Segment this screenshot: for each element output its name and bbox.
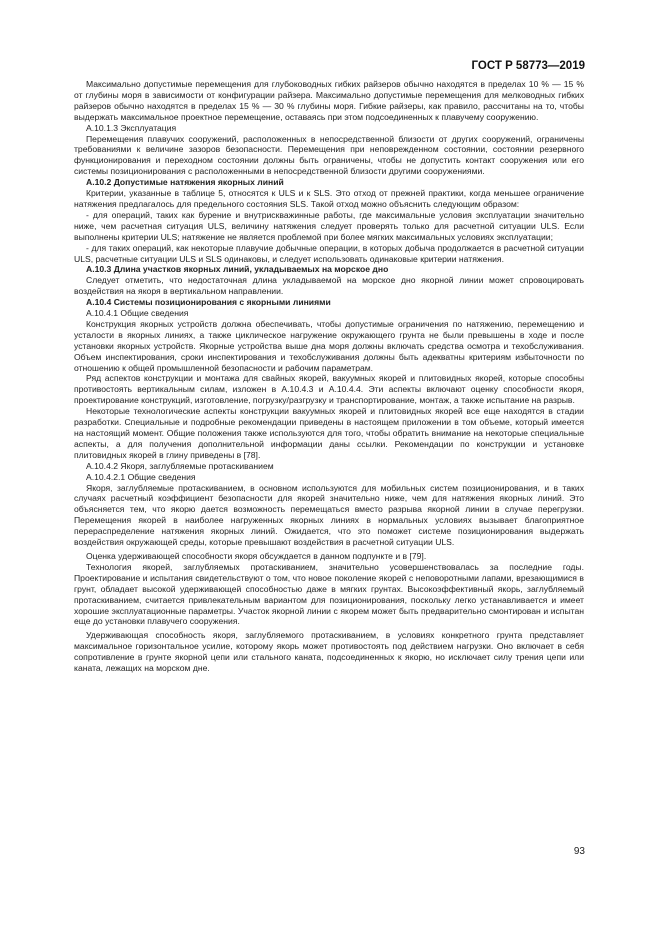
section-heading: А.10.4 Системы позиционирования с якорными линиями — [86, 297, 331, 308]
section-heading: А.10.2 Допустимые натяжения якорных линий — [86, 177, 284, 188]
body-paragraph: Якоря, заглубляемые протаскиванием, в основном используются для мобильных систем позиционирования, и в таких случаях расчетный коэффициент безопасности для якорей значительно ниже, чем для натяжения якорных линий. Это объясняется тем, что якорю дается возможность перемещаться вместо разрыва якорной линии в случае перегрузки. Перемещения якорей в наиболее нагруженных якорных линиях в нормальных условиях вызывает благоприятное перераспределение натяжения якорных линий. Ожидается, что это поможет системе позиционирования выдержать воздействия окружающей среды, которые превышают воздействия в расчетной ситуации ULS. — [74, 482, 584, 548]
document-header: ГОСТ Р 58773—2019 — [471, 60, 585, 72]
section-heading: А.10.3 Длина участков якорных линий, укладываемых на морское дно — [86, 264, 389, 275]
body-paragraph: Некоторые технологические аспекты конструкции вакуумных якорей и плитовидных якорей все еще находятся в стадии разработки. Специальные и подробные рекомендации приведены в настоящем приложении в том объеме, который имеется на настоящий момент. Общие положения также используются для того, чтобы обратить внимание на некоторые специальные аспекты, а для получения дополнительной информации даны ссылки. Рекомендации по конструкции и установке плитовидных якорей в глину приведены в [78]. — [74, 406, 584, 460]
body-paragraph: Следует отметить, что недостаточная длина укладываемой на морское дно якорной линии может спровоцировать воздействия на якоря в вертикальном направлении. — [74, 275, 584, 297]
body-paragraph: А.10.4.2.1 Общие сведения — [86, 471, 196, 482]
document-body — [74, 79, 584, 674]
body-paragraph: А.10.1.3 Эксплуатация — [86, 122, 177, 133]
body-paragraph: Технология якорей, заглубляемых протаскиванием, значительно усовершенствовалась за последние годы. Проектирование и испытания свидетельствуют о том, что новое поколение якорей с неповоротными лапами, врезающимися в грунт, обладает высокой удерживающей способностью даже в мягких грунтах. Высокоэффективный якорь, заглубляемый протаскиванием, считается привлекательным вариантом для позиционирования, поскольку легко устанавливается и имеет хорошие эксплуатационные параметры. Участок якорной линии с якорем может быть предварительно смонтирован и испытан еще до установки плавучего сооружения. — [74, 561, 584, 627]
body-paragraph: - для таких операций, как некоторые плавучие добычные операции, в которых добыча продолжается в расчетной ситуации ULS, расчетные ситуации ULS и SLS одинаковы, и следует использовать одинаковые критерии натяжения. — [74, 242, 584, 264]
body-paragraph: Удерживающая способность якоря, заглубляемого протаскиванием, в условиях конкретного грунта представляет максимальное горизонтальное усилие, которому якорь может противостоять под действием нагрузки. Оно включает в себя сопротивление в грунте якорной цепи или стального каната, подсоединенных к якорю, но исключает силу трения цепи или каната, лежащих на морском дне. — [74, 630, 584, 674]
body-paragraph: А.10.4.2 Якоря, заглубляемые протаскиванием — [86, 460, 274, 471]
body-paragraph: Конструкция якорных устройств должна обеспечивать, чтобы допустимые ограничения по натяжению, перемещению и усталости в якорных линиях, а также циклическое нагружение окружающего грунта не были превышены в ходе и после установки якорных устройств. Якорные устройства выше дна моря должны включать средства осмотра и техобслуживания. Объем инспектирования, сроки инспектирования и техобслуживания должны быть адекватны критериям избыточности по отношению к общей промышленной безопасности и рабочим параметрам. — [74, 318, 584, 373]
body-paragraph: Оценка удерживающей способности якоря обсуждается в данном подпункте и в [79]. — [86, 550, 427, 561]
body-paragraph: Перемещения плавучих сооружений, расположенных в непосредственной близости от других сооружений, ограничены требованиями к величине зазоров безопасности. Перемещения при неповрежденном состоянии, состоянии резервного функционирования и переходном состоянии должны быть ограничены, чтобы не допустить контакт сооружения или его системы позиционирования с расположенными в непосредственной близости другими сооружениями. — [74, 133, 584, 177]
body-paragraph: Ряд аспектов конструкции и монтажа для свайных якорей, вакуумных якорей и плитовидных якорей, которые способны противостоять вертикальным силам, изложен в А.10.4.3 и А.10.4.4. Эти аспекты включают оценку способности якоря, проектирование конструкций, изготовление, погрузку/разгрузку и транспортирование, монтаж, а также испытание на разрыв. — [74, 373, 584, 406]
page-number: 93 — [573, 846, 585, 857]
body-paragraph: Критерии, указанные в таблице 5, относятся к ULS и к SLS. Это отход от прежней практики, когда меньшее ограничение натяжения предлагалось для предельного состояния SLS. Такой отход можно объяснить следующим образом: — [74, 188, 584, 209]
body-paragraph: А.10.4.1 Общие сведения — [86, 308, 189, 319]
body-paragraph: Максимально допустимые перемещения для глубоководных гибких райзеров обычно находятся в пределах 10 % — 15 % от глубины моря в зависимости от конфигурации райзера. Максимально допустимые перемещения для мелководных гибких райзеров обычно находятся в пределах 15 % — 30 % глубины моря. Гибкие райзеры, как правило, рассчитаны на то, чтобы выдержать максимальное проектное перемещение, оставаясь при этом подсоединенных к плавучему сооружению. — [74, 79, 584, 122]
body-paragraph: - для операций, таких как бурение и внутрискважинные работы, где максимальные условия эксплуатации значительно ниже, чем расчетная ситуация ULS, величину натяжения следует проверять только для расчетной ситуации ULS. Если выполнены критерии ULS; натяжение не является проблемой при более мягких максимальных условиях эксплуатации; — [74, 209, 584, 242]
